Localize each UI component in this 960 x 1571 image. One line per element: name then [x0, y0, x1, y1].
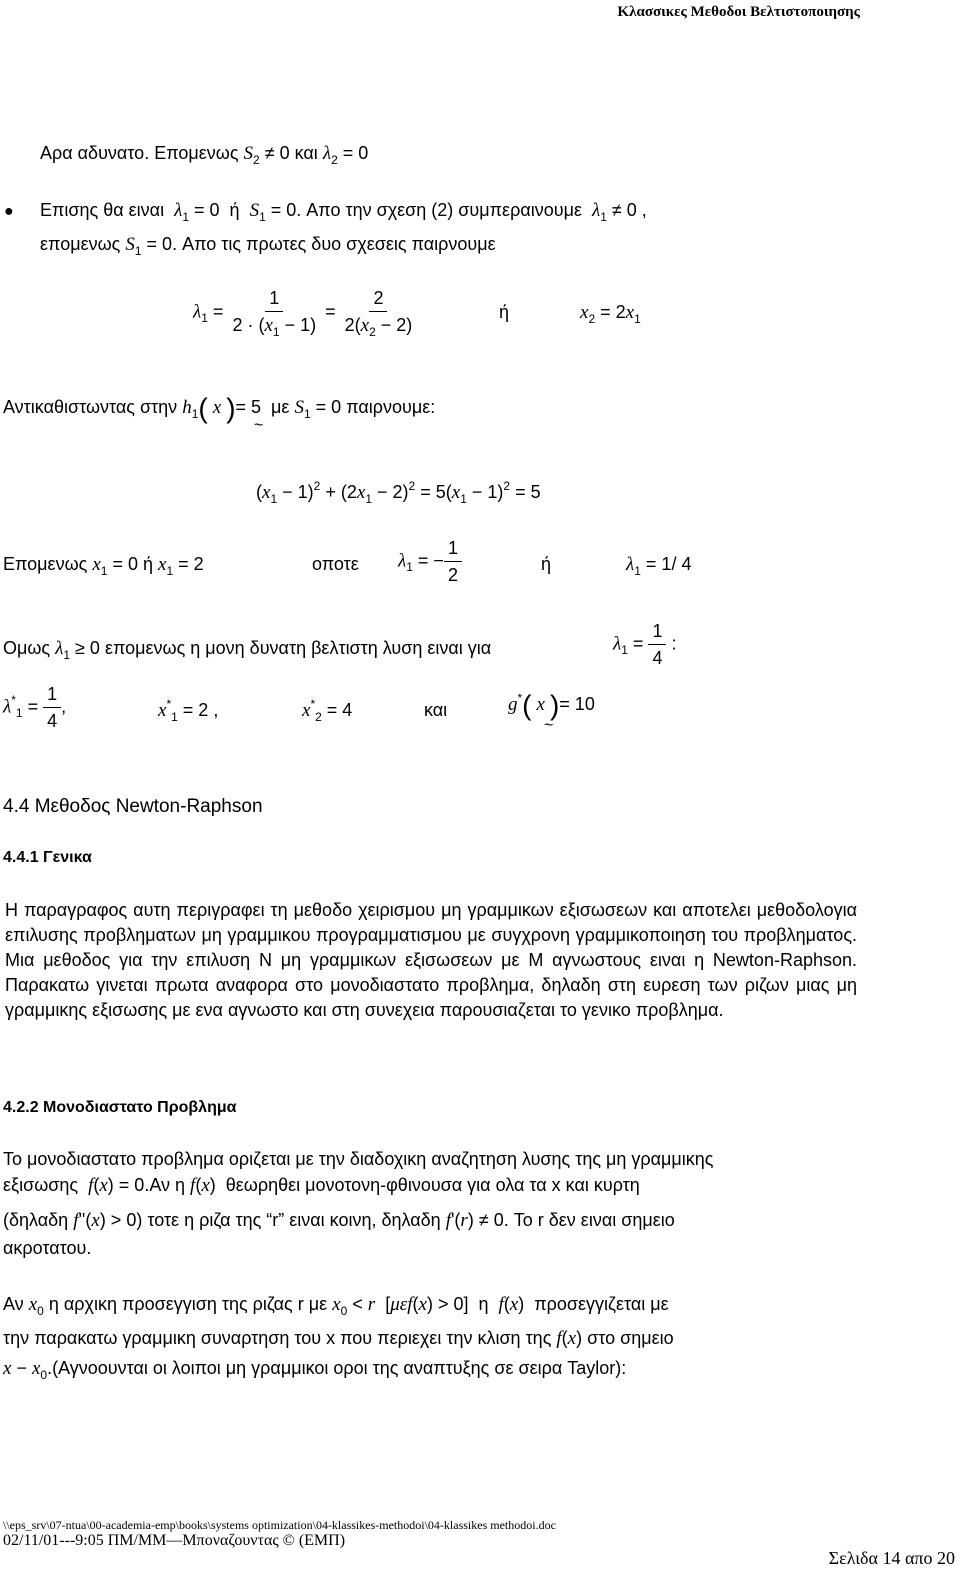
p2-line3: (δηλαδη f''(x) > 0) τοτε η ριζα της “r” ειναι κοινη, δηλαδη f'(r) ≠ 0. Το r δεν ειναι σημειο: [3, 1210, 675, 1231]
eq-x2-star: $x^*_2 = 4$: [302, 697, 353, 724]
line-episis: Επισης θα ειναι $\lambda_1 = 0$ ή $S_1 = 0$. Απο την σχεση (2) συμπεραινουμε $\lambda_1 \ne 0$ ,: [40, 200, 647, 224]
tilde-mark-2: ~: [544, 717, 554, 734]
opote-label: οποτε: [312, 554, 359, 574]
eq-lambda-quarter-2: $\lambda_1$ = $\frac{1}{4}$ :: [613, 621, 677, 668]
eq-or: ή: [499, 302, 510, 322]
line-antikath: Αντικαθιστωντας στην $h_1$( x )= 5 με $S_1 = 0$ παιρνουμε:: [3, 392, 436, 424]
line-epomenos2: Επομενως $x_1 = 0$ ή $x_1 = 2$: [3, 554, 204, 578]
p2-line2: εξισωσης f(x) = 0.Αν η f(x) θεωρηθει μονοτονη-φθινουσα για ολα τα x και κυρτη: [3, 1175, 640, 1196]
p3-line1: Αν $x_0$ η αρχικη προσεγγιση της ριζας r με $x_0 < r$ [μεf(x) > 0] η f(x) προσεγγιζεται με: [3, 1294, 669, 1318]
bullet-dot: ●: [4, 203, 14, 220]
footer-path: \\eps_srv\07-ntua\00-academia-emp\books\systems optimization\04-klassikes-methodoi\04-klassikes methodoi.doc: [3, 1518, 556, 1532]
p3-line3: $x - x_0.(A\gamma\nu oo\upsilon\nu\tau\alpha\iota$ οι λοιποι μη γραμμικοι οροι της αναπτυξης σε σειρα Taylor):: [3, 1358, 627, 1382]
eq-x2: $x_2 = 2x_1$: [580, 302, 641, 326]
p2-line1: Το μονοδιαστατο προβλημα οριζεται με την διαδοχικη αναζητηση λυσης της μη γραμμικης: [3, 1149, 714, 1169]
line-ara: Αρα αδυνατο. Επομενως $S_2 \ne 0$ και $\lambda_2 = 0$: [40, 143, 369, 167]
footer-page-number: Σελιδα 14 απο 20: [828, 1548, 955, 1568]
eq-lambda-star: $\lambda^*_1$ = $\frac{1}{4}$ ,: [3, 684, 67, 731]
p2-line4: ακροτατου.: [3, 1238, 92, 1258]
tilde-mark: ~: [254, 417, 264, 434]
section-4-4: 4.4 Μεθοδος Newton-Raphson: [3, 796, 263, 817]
eq-g-star: g*( x )= 10: [508, 689, 595, 721]
kai-label-2: και: [424, 700, 448, 720]
eq-lambda-quarter: $\lambda_1 = 1/$ 4: [626, 554, 692, 578]
paragraph-intro: Η παραγραφος αυτη περιγραφει τη μεθοδο χειρισμου μη γραμμικων εξισωσεων και αποτελει μεθοδολογια επιλυσης προβληματων μη γραμμικου προγραμματισμου με συγχρονη γραμμικοποιηση του προβληματος. Μια μεθοδος για την επιλυση N μη γραμμικων εξισωσεων με M αγνωστους ειναι η Newton-Raphson. Παρακατω γινεται πρωτα αναφορα στο μονοδιαστατο προβλημα, δηλαδη στη ευρεση των ριζων μιας μη γραμμικης εξισωσης με ενα αγνωστο και στη συνεχεια παρουσιαζεται το γενικο προβλημα.: [5, 900, 857, 1020]
line-omos: Ομως $\lambda_1 \ge 0$ επομενως η μονη δυνατη βελτιστη λυση ειναι για: [3, 638, 492, 662]
eq-lambda-half: $\lambda_1$ = − $\frac{1}{2}$: [398, 537, 462, 586]
eq-expansion: $(x_1 - 1)^2 + (2x_1 - 2)^2 = 5(x_1 - 1)^2 = 5$: [256, 479, 541, 506]
p3-line2: την παρακατω γραμμικη συναρτηση του x που περιεχει την κλιση της f(x) στο σημειο: [3, 1328, 674, 1349]
section-4-2-2: 4.2.2 Μονοδιαστατο Προβλημα: [3, 1099, 237, 1116]
footer-date: 02/11/01---9:05 ΠΜ/MM—Μπoναζουντας © (ΕΜΠ): [3, 1532, 346, 1549]
or-label-2: ή: [541, 554, 552, 574]
eq-lambda1: $\lambda_1$ = $\frac{1}{2 \cdot (x_1 - 1)}$ = $\frac{2}{2(x_2 - 2)}$: [193, 288, 413, 339]
eq-x1-star: $x^*_1 = 2$ ,: [158, 697, 219, 724]
line-epomenos: επομενως $S_1 = 0$. Απο τις πρωτες δυο σχεσεις παιρνουμε: [40, 234, 496, 258]
page-header-title: Κλασσικες Μεθοδοι Βελτιστοποιησης: [617, 4, 860, 20]
section-4-4-1: 4.4.1 Γενικα: [3, 849, 92, 866]
